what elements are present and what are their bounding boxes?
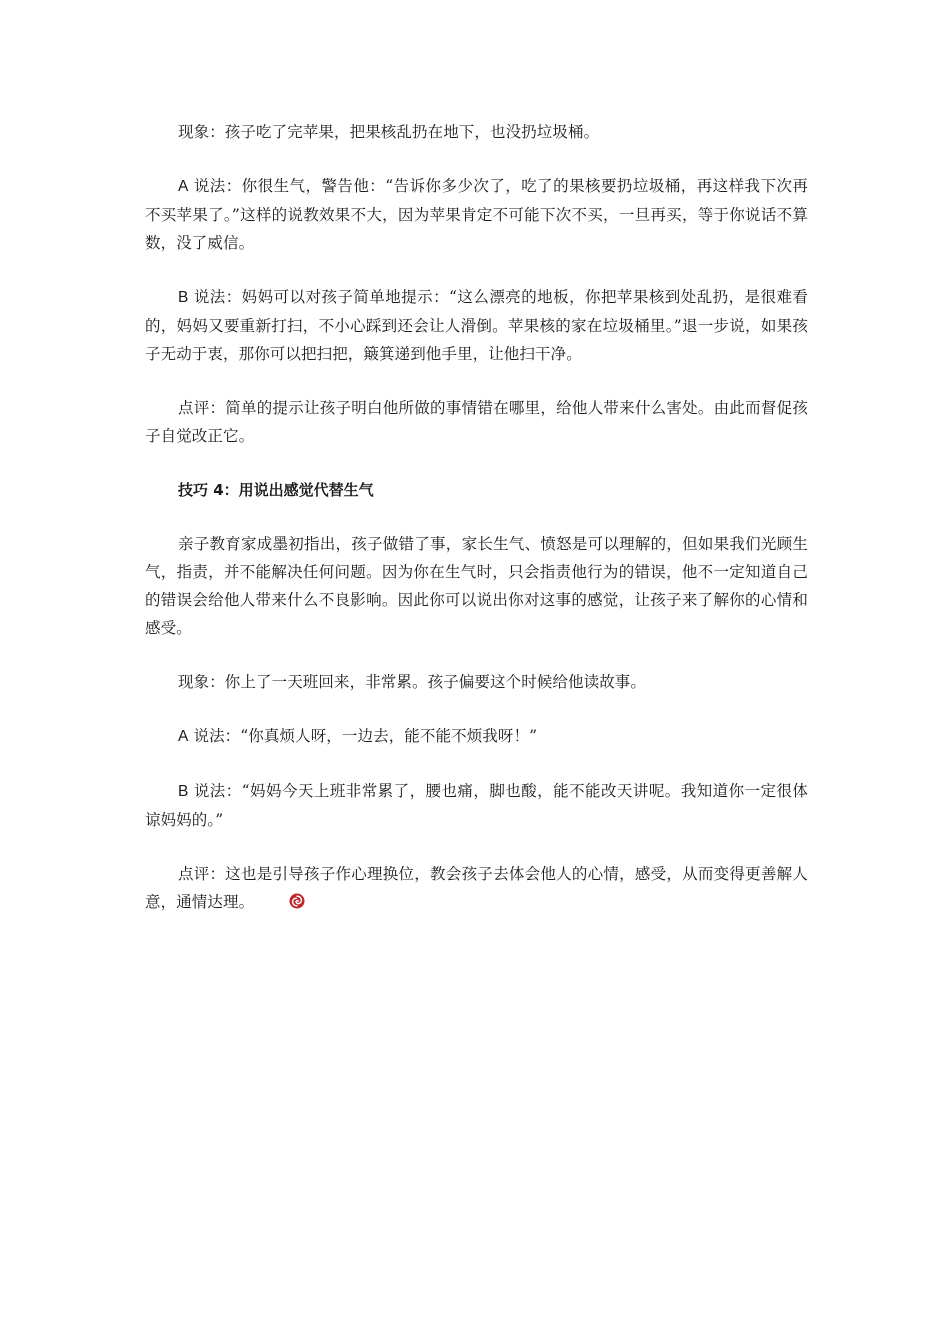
paragraph-text: 现象：你上了一天班回来，非常累。孩子偏要这个时候给他读故事。	[178, 673, 647, 691]
paragraph-text: 现象：孩子吃了完苹果，把果核乱扔在地下，也没扔垃圾桶。	[178, 123, 600, 141]
paragraph-text: 点评：这也是引导孩子作心理换位，教会孩子去体会他人的心情，感受，从而变得更善解人意，通情达理。	[145, 865, 808, 911]
paragraph-lead-letter: A	[178, 728, 189, 745]
swirl-logo-icon	[256, 890, 272, 906]
paragraph-phenomenon-1	[145, 118, 808, 146]
paragraph-text: 说法：你很生气，警告他：“告诉你多少次了，吃了的果核要扔垃圾桶，再这样我下次再不买苹果了。”这样的说教效果不大，因为苹果肯定不可能下次不买，一旦再买，等于你说话不算数，没了威信。	[145, 177, 808, 252]
paragraph-intro	[145, 530, 808, 642]
paragraph-comment-2	[145, 860, 808, 916]
paragraph-b-saying-1	[145, 283, 808, 368]
paragraph-text: 说法：妈妈可以对孩子简单地提示：“这么漂亮的地板，你把苹果核到处乱扔，是很难看的，妈妈又要重新打扫，不小心踩到还会让人滑倒。苹果核的家在垃圾桶里。”退一步说，如果孩子无动于衷，那你可以把扫把，簸箕递到他手里，让他扫干净。	[145, 288, 808, 363]
paragraph-lead-letter: B	[178, 289, 189, 306]
paragraph-text: 说法：“你真烦人呀，一边去，能不能不烦我呀！”	[188, 727, 538, 745]
paragraph-comment-1	[145, 394, 808, 450]
section-heading: 技巧 4：用说出感觉代替生气	[178, 481, 374, 499]
paragraph-text: 亲子教育家成墨初指出，孩子做错了事，家长生气、愤怒是可以理解的，但如果我们光顾生气，指责，并不能解决任何问题。因为你在生气时，只会指责他行为的错误，他不一定知道自己的错误会给他人带来什么不良影响。因此你可以说出你对这事的感觉，让孩子来了解你的心情和感受。	[145, 535, 808, 637]
paragraph-lead-letter: A	[178, 178, 189, 195]
paragraph-a-saying-1	[145, 172, 808, 257]
paragraph-a-saying-2	[145, 722, 808, 751]
document-body	[145, 118, 808, 942]
paragraph-b-saying-2	[145, 777, 808, 834]
paragraph-lead-letter: B	[178, 783, 189, 800]
paragraph-text: 说法：“妈妈今天上班非常累了，腰也痛，脚也酸，能不能改天讲呢。我知道你一定很体谅妈妈的。”	[145, 782, 808, 829]
paragraph-phenomenon-2	[145, 668, 808, 696]
paragraph-text: 点评：简单的提示让孩子明白他所做的事情错在哪里，给他人带来什么害处。由此而督促孩子自觉改正它。	[145, 399, 808, 445]
